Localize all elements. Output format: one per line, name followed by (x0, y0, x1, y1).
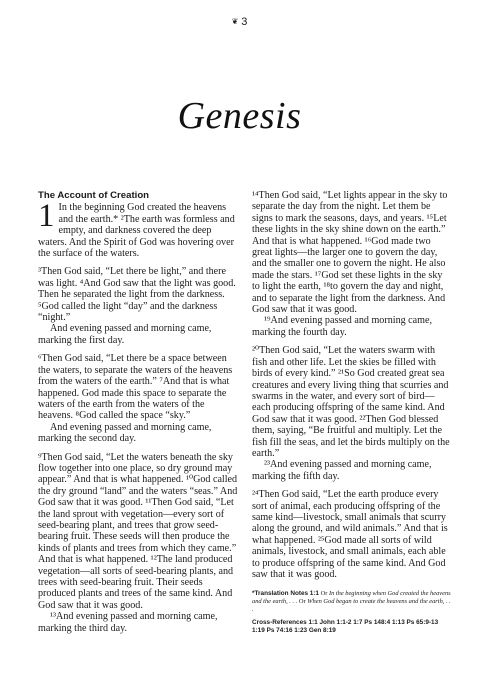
paragraph: ³Then God said, “Let there be light,” and there was light. ⁴And God saw that the light was good. Then he separated the light from the darkness. ⁵God called the light “day” and the darkness “night.” (38, 266, 236, 324)
notes-text: Or (320, 590, 328, 598)
paragraph: ⁶Then God said, “Let there be a space between the waters, to separate the waters of the heavens from the waters of the earth.” ⁷And that is what happened. God made this space to separate the waters of the earth from the waters of the heavens. ⁸God called the space “sky.” (38, 353, 233, 422)
paragraph: ¹⁴Then God said, “Let lights appear in the sky to separate the day from the night. Let them be signs to mark the seasons, days, and years. ¹⁵Let these lights in the sky shine down on the earth.” And that is what happened. ¹⁶God made two great lights—the larger one to govern the day, and the smaller one to govern the night. He also made the stars. ¹⁷God set these lights in the sky to light the earth, ¹⁸to govern the day and night, and to separate the light from the darkness. And God saw that it was good. (252, 190, 448, 316)
notes-text: When God began to create the heavens and the earth, . . . (252, 598, 451, 613)
page-header (0, 16, 479, 28)
paragraph: ¹⁹And evening passed and morning came, marking the fourth day. (252, 315, 433, 338)
left-column (38, 190, 240, 641)
translation-notes (252, 590, 452, 613)
chapter-number: 1 (38, 198, 55, 235)
paragraph-text: In the beginning God created the heavens and the earth.* ²The earth was formless and empty, and darkness covered the deep waters. And the Spirit of God was hovering over the surface of the waters. (38, 202, 235, 260)
paragraph (38, 198, 240, 260)
notes-ref: 1:1 (309, 590, 319, 598)
notes-label: *Translation Notes (252, 590, 309, 598)
paragraph: And evening passed and morning came, marking the first day. (38, 323, 212, 346)
fleuron-icon: ❦ (231, 17, 239, 26)
xrefs-line: 1:19 Ps 74:16 1:23 Gen 8:19 (252, 626, 336, 634)
paragraph: ²⁰Then God said, “Let the waters swarm with fish and other life. Let the skies be filled with birds of every kind.” ²¹So God created great sea creatures and every living thing that scurries and swarms in the water, and every sort of bird—each producing offspring of the same kind. And God saw that it was good. ²²Then God blessed them, saying, “Be fruitful and multiply. Let the fish fill the seas, and let the birds multiply on the earth.” (252, 345, 450, 459)
xrefs-label: Cross-References (252, 619, 307, 627)
right-column (252, 190, 452, 634)
page-number: 3 (241, 16, 248, 28)
cross-references (252, 619, 452, 634)
xrefs-line: 1:1 John 1:1-2 1:7 Ps 148:4 1:13 Ps 65:9-13 (308, 619, 439, 627)
notes-text: In the beginning when God created the heavens and the earth, . . . (252, 590, 451, 605)
book-title: Genesis (177, 95, 302, 137)
paragraph: ⁹Then God said, “Let the waters beneath the sky flow together into one place, so dry ground may appear.” And that is what happened. ¹⁰God called the dry ground “land” and the waters “seas.” And God saw that it was good. ¹¹Then God said, “Let the land sprout with vegetation—every sort of seed-bearing plant, and trees that grow seed-bearing fruit. These seeds will then produce the kinds of plants and trees from which they came.” And that is what happened. ¹²The land produced vegetation—all sorts of seed-bearing plants, and trees with seed-bearing fruit. Their seeds produced plants and trees of the same kind. And God saw that it was good. (38, 451, 238, 611)
paragraph: And evening passed and morning came, marking the second day. (38, 421, 212, 445)
paragraph: ²³And evening passed and morning came, marking the fifth day. (252, 459, 432, 482)
paragraph: ¹³And evening passed and morning came, marking the third day. (38, 611, 218, 634)
notes-text: Or (298, 598, 306, 605)
paragraph: ²⁴Then God said, “Let the earth produce every sort of animal, each producing offspring of the same kind—livestock, small animals that scurry along the ground, and wild animals.” And that is what happened. ²⁵God made all sorts of wild animals, livestock, and small animals, each able to produce offspring of the same kind. And God saw that it was good. (252, 489, 448, 580)
section-heading: The Account of Creation (38, 190, 150, 201)
